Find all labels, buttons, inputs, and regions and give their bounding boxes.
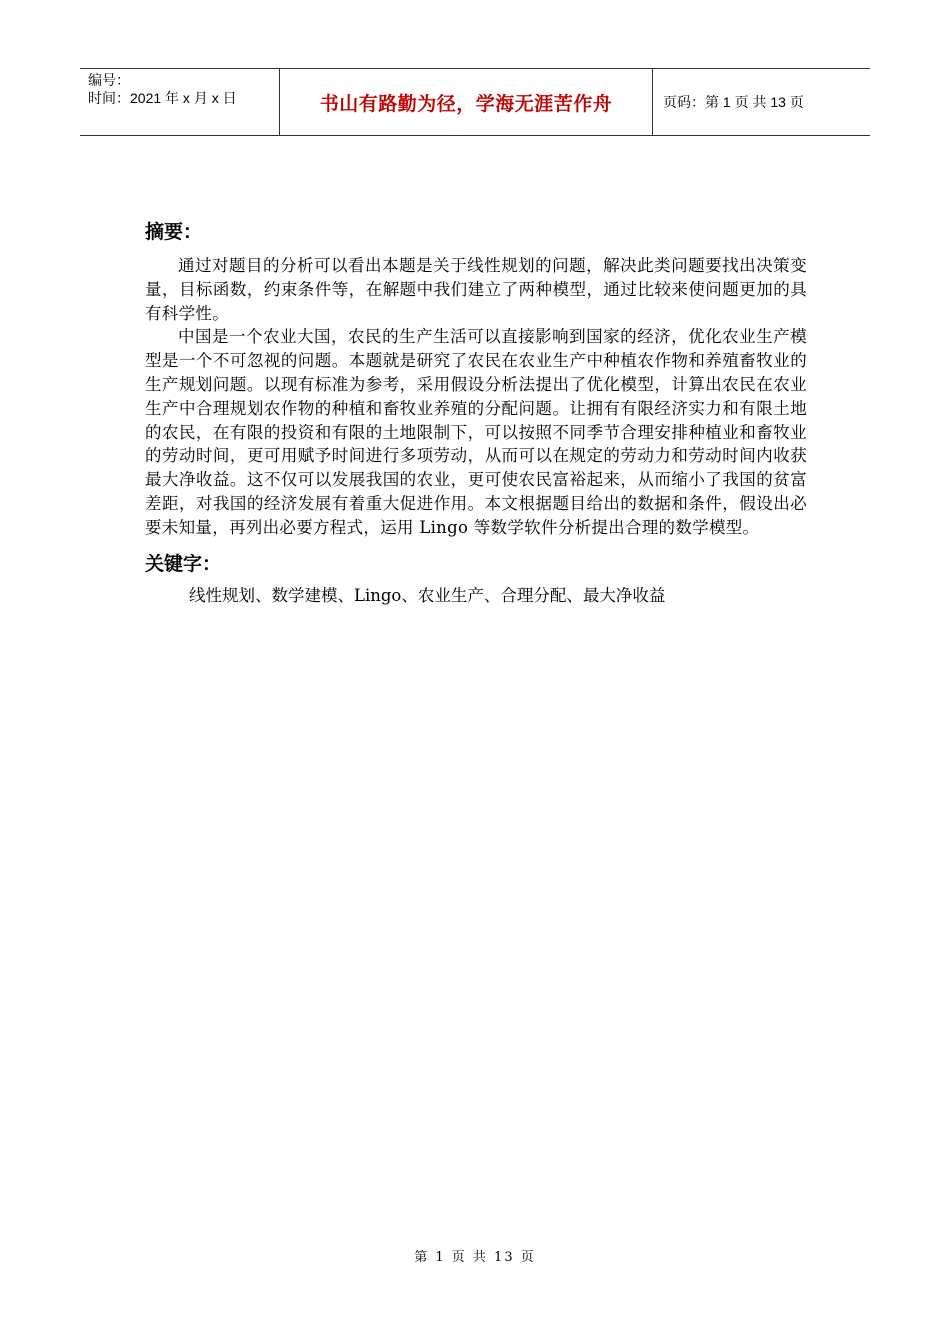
keywords-heading: 关键字： [145, 552, 222, 575]
header-meta [80, 69, 280, 135]
keywords-text: 线性规划、数学建模、Lingo、农业生产、合理分配、最大净收益 [189, 585, 666, 605]
header-motto: 书山有路勤为径，学海无涯苦作舟 [280, 69, 653, 135]
page-footer: 第 1 页 共 13 页 [414, 1250, 536, 1265]
page-header [80, 68, 870, 136]
document-body [145, 218, 807, 608]
abstract-paragraph-2: 中国是一个农业大国，农民的生产生活可以直接影响到国家的经济，优化农业生产模型是一个不可忽视的问题。本题就是研究了农民在农业生产中种植农作物和养殖畜牧业的生产规划问题。以现有标准为参考，采用假设分析法提出了优化模型，计算出农民在农业生产中合理规划农作物的种植和畜牧业养殖的分配问题。让拥有有限经济实力和有限土地的农民，在有限的投资和有限的土地限制下，可以按照不同季节合理安排种植业和畜牧业的劳动时间，更可用赋予时间进行多项劳动，从而可以在规定的劳动力和劳动时间内收获最大净收益。这不仅可以发展我国的农业，更可使农民富裕起来，从而缩小了我国的贫富差距，对我国的经济发展有着重大促进作用。本文根据题目给出的数据和条件，假设出必要未知量，再列出必要方程式，运用 Lingo 等数学软件分析提出合理的数学模型。 [145, 327, 807, 537]
document-number-label: 编号： [88, 72, 130, 88]
header-page-info: 页码：第 1 页 共 13 页 [663, 94, 804, 110]
document-date-label: 时间：2021 年 x 月 x 日 [88, 90, 237, 106]
abstract-paragraph-1: 通过对题目的分析可以看出本题是关于线性规划的问题，解决此类问题要找出决策变量，目标函数，约束条件等，在解题中我们建立了两种模型，通过比较来使问题更加的具有科学性。 [145, 256, 807, 323]
abstract-heading: 摘要： [145, 221, 203, 243]
